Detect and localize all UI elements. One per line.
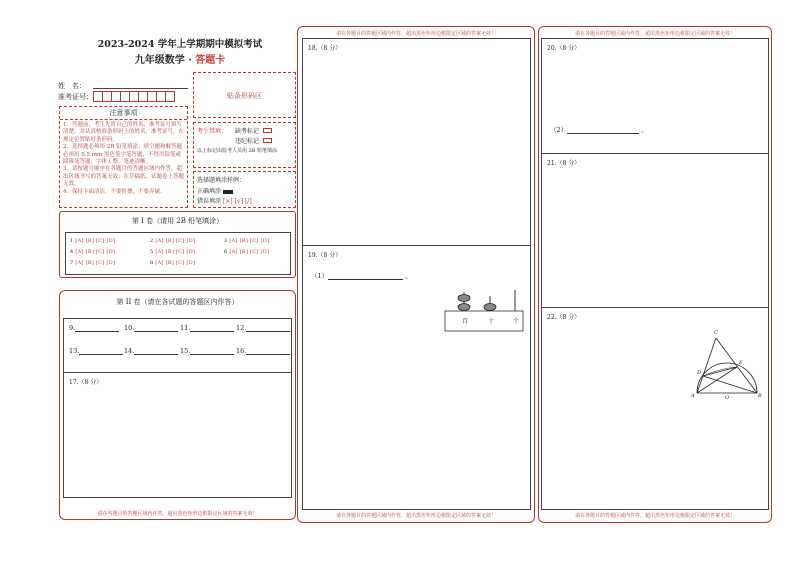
q18-label: 18.（8 分） — [308, 45, 342, 52]
q21-area[interactable] — [542, 153, 768, 307]
mc-q3[interactable]: 3 [A] [B] [C] [D] — [224, 238, 270, 244]
fill-sample-title: 选择题填涂样例： — [197, 177, 246, 184]
blank-11[interactable]: 11. — [180, 324, 234, 332]
abacus-figure — [440, 286, 525, 341]
notice-item: 1．答题前，考生先将自己的姓名、准考证号填写清楚，并认真核准条形码上的姓名、准考证号，在规定位置贴好条形码。 — [63, 122, 185, 143]
col2-top-warning: 请在各题目的答题区域内作答，超出黑色矩形边框限定区域的答案无效！ — [335, 31, 496, 37]
notice-item: 3．请按题号顺序在各题目的答题区域内作答，超出区域书写的答案无效；在草稿纸、试题卷上答题无效。 — [63, 166, 185, 188]
correct-label: 正确填涂 — [197, 188, 222, 195]
notice-item: 2．选择题必须用 2B 铅笔填涂；填空题和解答题必须用 0.5 mm 黑色签字笔答题，不得用铅笔或圆珠笔答题；字体工整、笔迹清晰。 — [63, 144, 183, 166]
mc-q7[interactable]: 7 [A] [B] [C] [D] — [70, 260, 116, 266]
q22-area[interactable] — [542, 307, 768, 510]
point-D: D — [697, 370, 702, 376]
mc-q1[interactable]: 1 [A] [B] [C] [D] — [70, 238, 116, 244]
q19-part1[interactable]: （1） 。 — [311, 272, 412, 280]
part2-panel — [59, 290, 296, 520]
col2-answer-frame — [302, 38, 531, 510]
blank-9[interactable]: 9. — [69, 324, 119, 332]
point-E: E — [739, 360, 743, 366]
status-note: 以上标记由监考人员用 2B 铅笔填涂 — [197, 148, 278, 154]
name-label: 姓 名： — [58, 82, 86, 90]
blank-16[interactable]: 16. — [236, 347, 290, 355]
notice-item: 4．保持卡面清洁，不要折叠、不要弄破。 — [63, 188, 166, 195]
name-field[interactable] — [93, 88, 188, 89]
subtitle-main: 九年级数学 · — [134, 55, 196, 66]
q19-area[interactable] — [303, 245, 530, 345]
q17-label: 17.（8 分） — [69, 379, 103, 386]
col3-bottom-warning: 请在各题目的答题区域内作答，超出黑色矩形边框限定区域的答案无效！ — [574, 513, 735, 519]
mc-grid — [65, 232, 291, 275]
barcode-label: 贴条形码区 — [227, 92, 262, 100]
col2-bottom-warning: 请在各题目的答题区域内作答，超出黑色矩形边框限定区域的答案无效！ — [335, 513, 496, 519]
q18-area[interactable] — [303, 39, 530, 245]
fill-sample-box — [193, 171, 296, 208]
part2-title: 第 II 卷（请在各试题的答题区内作答） — [116, 298, 239, 306]
col3-answer-frame — [541, 38, 769, 510]
q19-label: 19.（8 分） — [308, 252, 342, 259]
col3-top-warning: 请在各题目的答题区域内作答，超出黑色矩形边框限定区域的答案无效！ — [574, 31, 735, 37]
absent-label: 缺考标记 — [235, 128, 260, 135]
notice-title: 注意事项 — [60, 107, 187, 120]
wrong-sample: [×] [√] [/] — [222, 198, 252, 205]
mc-q5[interactable]: 5 [A] [B] [C] [D] — [150, 249, 196, 255]
part1-panel — [59, 211, 296, 278]
abacus-label-ones: 个 — [513, 318, 520, 325]
violation-label: 违纪标记 — [235, 138, 260, 145]
absent-mark[interactable] — [263, 128, 272, 133]
blank-12[interactable]: 12. — [236, 324, 290, 332]
mc-q8[interactable]: 8 [A] [B] [C] [D] — [150, 260, 196, 266]
q22-label: 22.（8 分） — [547, 314, 581, 321]
mc-q2[interactable]: 2 [A] [B] [C] [D] — [150, 238, 196, 244]
blank-13[interactable]: 13. — [69, 347, 123, 355]
q17-area[interactable] — [63, 373, 292, 498]
id-label: 准考证号： — [58, 93, 93, 101]
q20-area[interactable] — [542, 39, 768, 153]
blank-14[interactable]: 14. — [124, 347, 178, 355]
barcode-area — [193, 72, 296, 118]
col1-bottom-warning: 请在各题目的答题区域内作答，超出黑色矩形边框限定区域的答案无效！ — [97, 511, 258, 517]
q21-label: 21.（8 分） — [547, 160, 581, 167]
abacus-label-tens: 十 — [488, 318, 495, 325]
column2-panel — [297, 26, 535, 523]
violation-mark[interactable] — [263, 138, 272, 143]
blank-15[interactable]: 15. — [180, 347, 234, 355]
point-B: B — [758, 393, 762, 399]
status-label: 考生禁填： — [197, 128, 228, 135]
part1-title: 第 I 卷（请用 2B 铅笔填涂） — [131, 217, 224, 225]
exam-subtitle — [60, 51, 300, 66]
mc-q4[interactable]: 4 [A] [B] [C] [D] — [70, 249, 116, 255]
correct-sample — [223, 190, 233, 194]
notice-box — [59, 106, 188, 208]
abacus-label-hundreds: 百 — [462, 318, 469, 325]
geometry-figure — [687, 330, 767, 402]
column3-panel — [538, 26, 772, 523]
blank-10[interactable]: 10. — [124, 324, 178, 332]
point-C: C — [714, 330, 718, 336]
mc-q6[interactable]: 6 [A] [B] [C] [D] — [224, 249, 270, 255]
exam-title: 2023-2024 学年上学期期中模拟考试 — [97, 39, 263, 50]
id-boxes[interactable] — [93, 91, 174, 102]
wrong-label: 错误填涂 — [197, 198, 222, 205]
subtitle-accent: 答题卡 — [195, 55, 226, 66]
point-O: O — [725, 395, 730, 401]
exam-status-box — [193, 122, 296, 168]
point-A: A — [691, 393, 695, 399]
q20-label: 20.（8 分） — [547, 45, 581, 52]
q20-part2[interactable]: （2） 。 — [550, 126, 648, 134]
blanks-area — [63, 318, 292, 373]
